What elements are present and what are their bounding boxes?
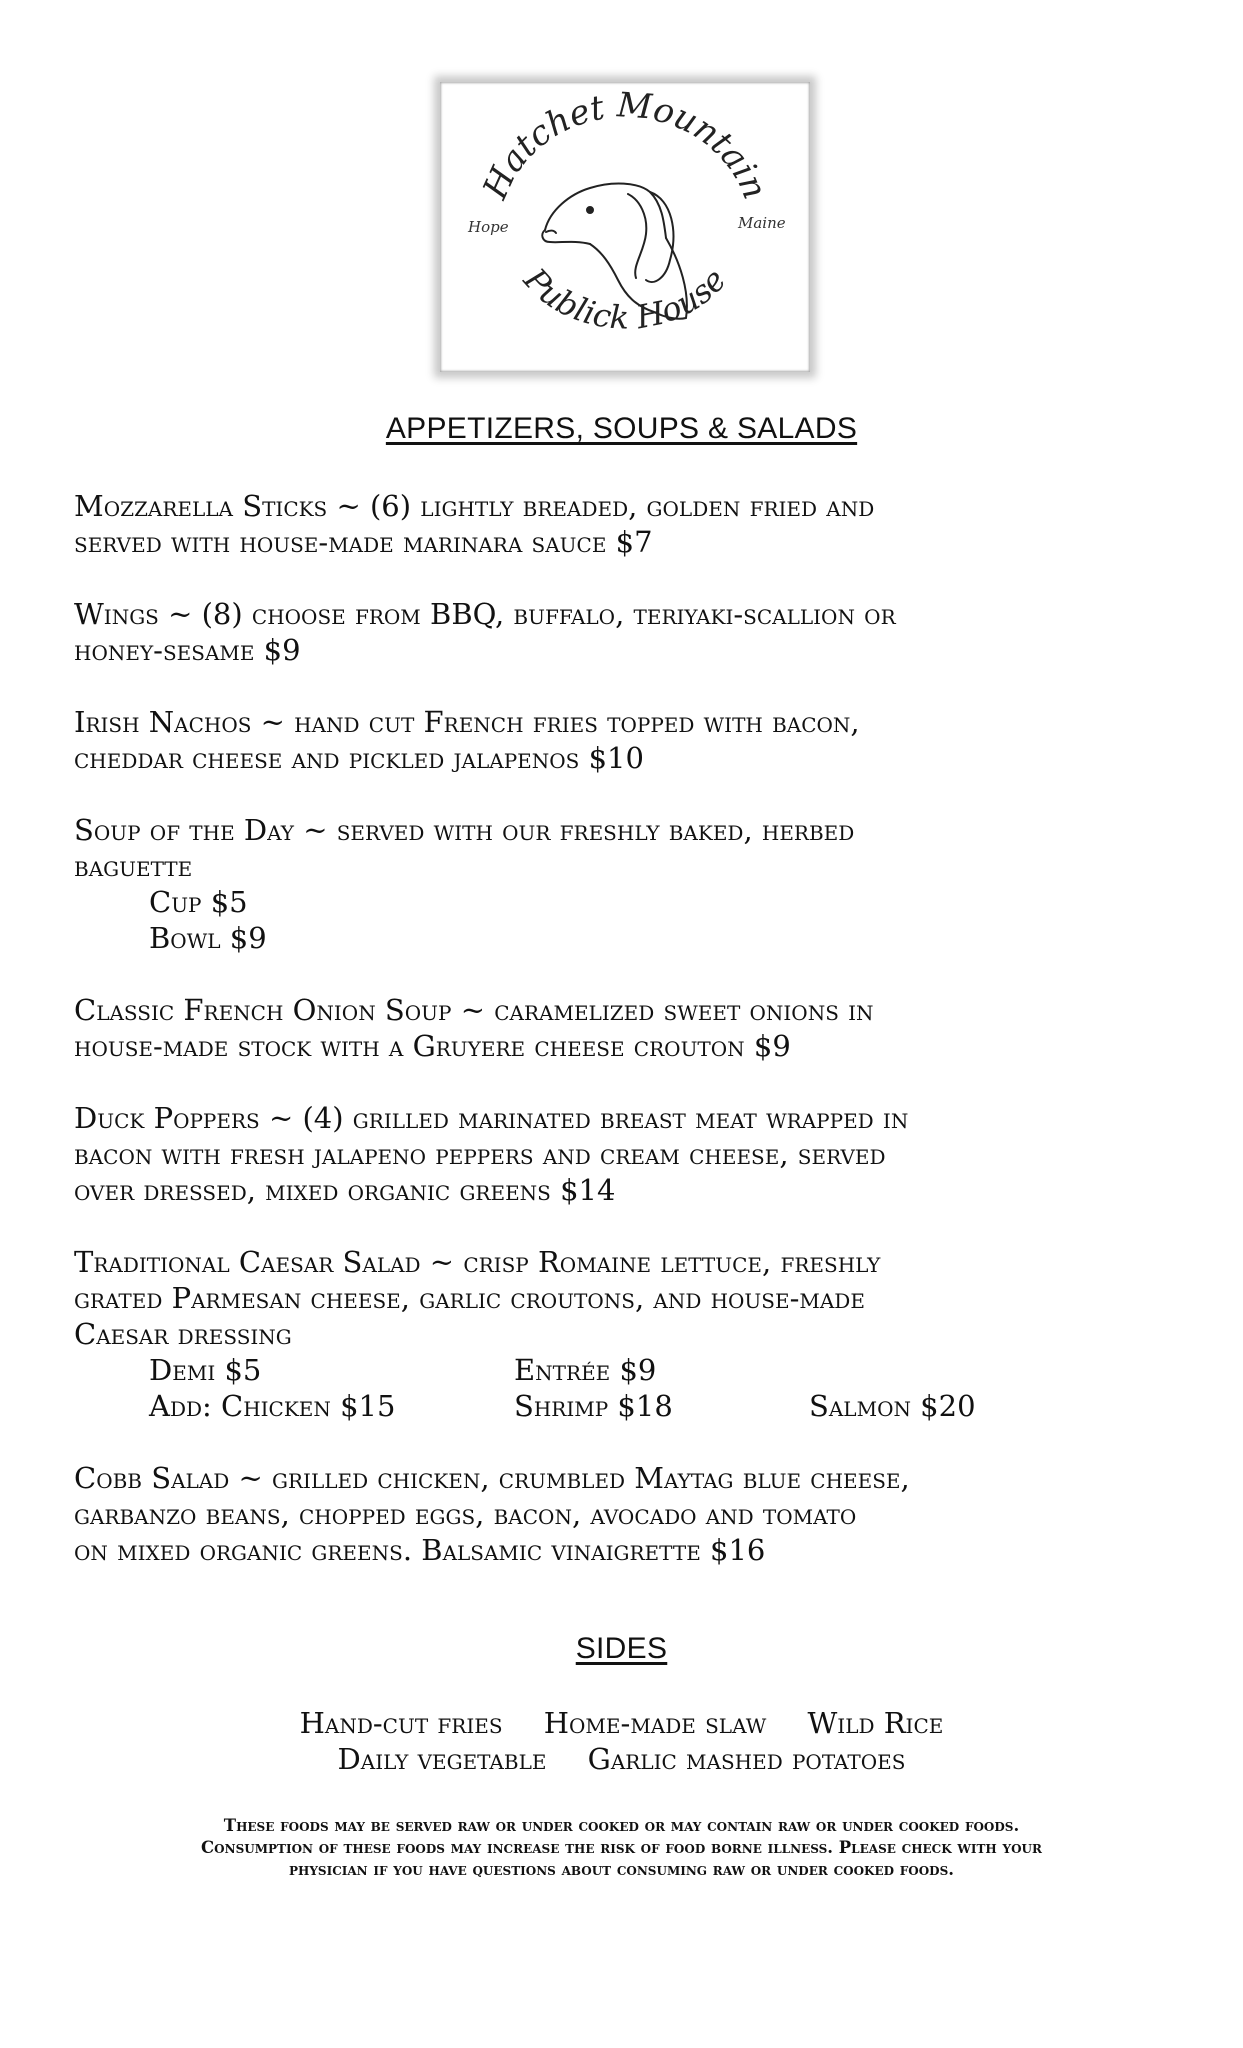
caesar-size-row [74,1352,1184,1388]
item-line: Mozzarella Sticks ~ (6) lightly breaded, golden fried and [74,489,875,523]
side-item: Hand-cut fries [299,1706,503,1740]
hound-logo-icon [440,82,810,372]
soup-bowl-price: Bowl $9 [149,921,267,955]
item-line: bacon with fresh jalapeno peppers and cream cheese, served [74,1137,886,1171]
item-line: Irish Nachos ~ hand cut French fries topped with bacon, [74,705,860,739]
item-line: Soup of the Day ~ served with our freshly baked, herbed [74,813,855,847]
menu-item-mozzarella-sticks [74,488,1184,560]
caesar-entree-price: Entrée $9 [514,1353,657,1387]
item-line: Duck Poppers ~ (4) grilled marinated breast meat wrapped in [74,1101,909,1135]
item-line: Caesar dressing [74,1317,292,1351]
sides-line [0,1705,1243,1741]
item-line: Cobb Salad ~ grilled chicken, crumbled Maytag blue cheese, [74,1461,910,1495]
side-item: Home-made slaw [543,1706,767,1740]
menu-item-caesar-salad [74,1244,1184,1424]
appetizer-list [74,488,1184,1604]
menu-item-irish-nachos [74,704,1184,776]
section-heading-sides: SIDES [575,1632,668,1665]
side-item: Wild Rice [807,1706,944,1740]
logo-left-text: Hope [468,218,509,236]
sides-line [0,1741,1243,1777]
item-line: cheddar cheese and pickled jalapenos $10 [74,741,644,775]
food-safety-disclaimer [60,1815,1183,1881]
item-line: Classic French Onion Soup ~ caramelized sweet onions in [74,993,874,1027]
caesar-demi-price: Demi $5 [149,1353,262,1387]
disclaimer-line: Consumption of these foods may increase the risk of food borne illness. Please check with your [201,1838,1042,1857]
item-line: house-made stock with a Gruyere cheese crouton $9 [74,1029,791,1063]
menu-item-cobb-salad [74,1460,1184,1568]
item-line: served with house-made marinara sauce $7 [74,525,653,559]
caesar-add-salmon-price: Salmon $20 [809,1389,976,1423]
item-line: baguette [74,849,193,883]
menu-item-soup-of-the-day [74,812,1184,956]
item-line: over dressed, mixed organic greens $14 [74,1173,616,1207]
menu-item-french-onion-soup [74,992,1184,1064]
disclaimer-line: These foods may be served raw or under cooked or may contain raw or under cooked foods. [223,1816,1020,1835]
logo-right-text: Maine [738,214,786,232]
svg-text:Hatchet Mountain [475,85,775,206]
item-line: Traditional Caesar Salad ~ crisp Romaine lettuce, freshly [74,1245,881,1279]
menu-item-wings [74,596,1184,668]
logo [440,82,810,372]
side-item: Garlic mashed potatoes [587,1742,906,1776]
caesar-add-chicken-price: Add: Chicken $15 [149,1389,396,1423]
side-item: Daily vegetable [337,1742,547,1776]
logo-bottom-text: Publick House [516,260,734,337]
menu-item-duck-poppers [74,1100,1184,1208]
item-line: grated Parmesan cheese, garlic croutons, and house-made [74,1281,865,1315]
disclaimer-line: physician if you have questions about consuming raw or under cooked foods. [288,1860,955,1879]
svg-text:Publick House [516,260,734,337]
caesar-addon-row [74,1388,1184,1424]
item-line: on mixed organic greens. Balsamic vinaigrette $16 [74,1533,766,1567]
item-line: honey-sesame $9 [74,633,301,667]
logo-top-text: Hatchet Mountain [475,85,775,205]
item-line: garbanzo beans, chopped eggs, bacon, avocado and tomato [74,1497,857,1531]
section-heading-appetizers: APPETIZERS, SOUPS & SALADS [385,412,858,445]
soup-cup-price: Cup $5 [149,885,248,919]
caesar-add-shrimp-price: Shrimp $18 [514,1389,673,1423]
sides-list [0,1705,1243,1777]
item-line: Wings ~ (8) choose from BBQ, buffalo, teriyaki-scallion or [74,597,896,631]
